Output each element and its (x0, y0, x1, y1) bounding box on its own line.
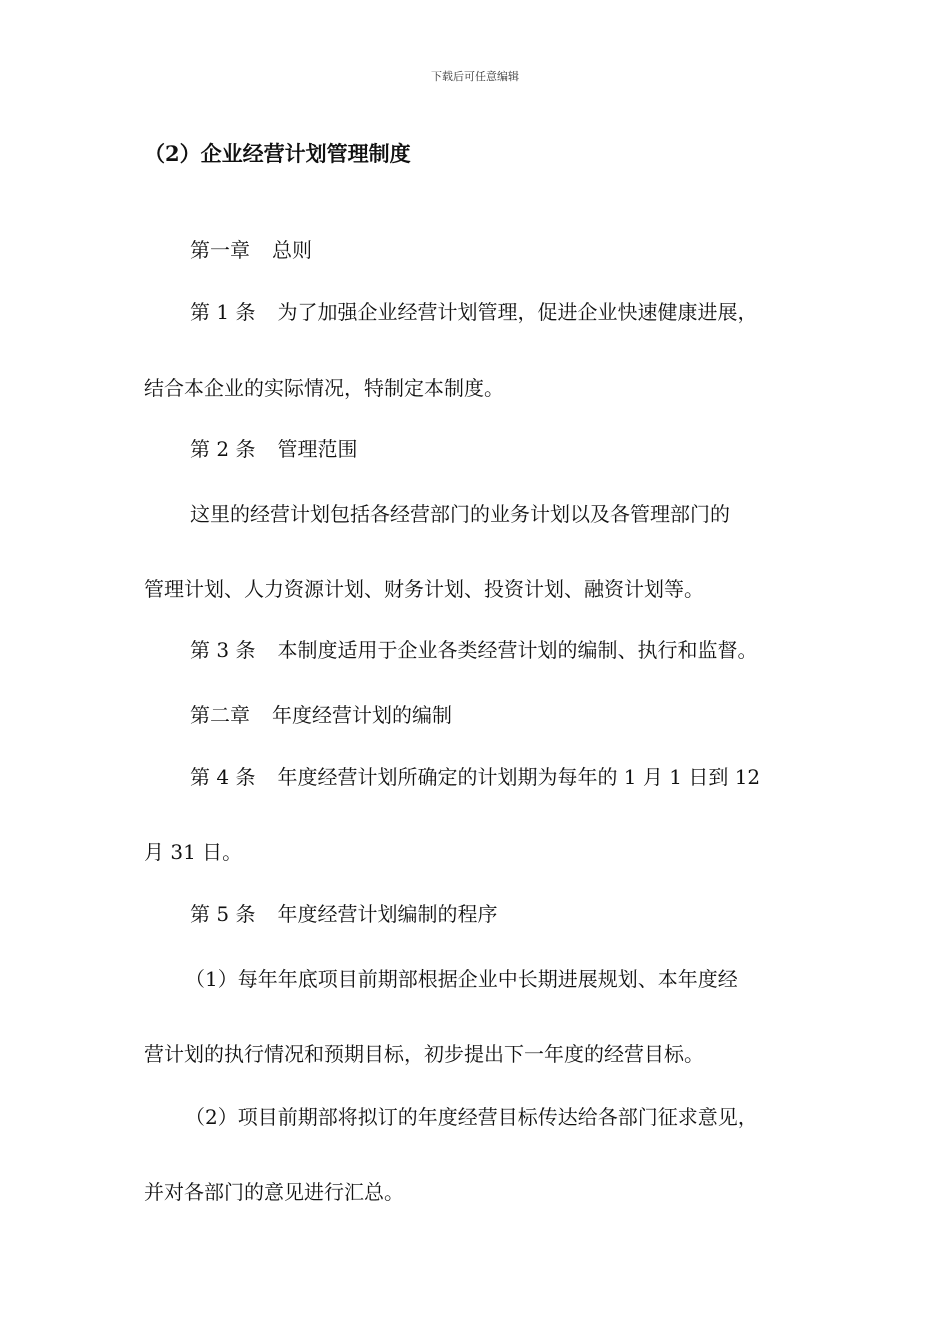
article-1-line-1 (190, 300, 757, 324)
article-5-label: 第 5 条 (190, 902, 256, 926)
article-5-title: 年度经营计划编制的程序 (277, 902, 498, 926)
article-4-line-2: 月 31 日。 (144, 840, 243, 864)
article-5-item-1-line-1: （1）每年年底项目前期部根据企业中长期进展规划、本年度经 (185, 967, 738, 991)
article-2-title: 管理范围 (277, 437, 358, 461)
chapter-1-label: 第一章 (190, 238, 250, 262)
article-2-label: 第 2 条 (190, 437, 256, 461)
article-4-line-1 (190, 765, 760, 789)
chapter-1-heading (190, 238, 312, 262)
chapter-1-title: 总则 (272, 238, 312, 262)
header-note: 下载后可任意编辑 (431, 70, 519, 83)
article-3-text: 本制度适用于企业各类经营计划的编制、执行和监督。 (277, 638, 758, 662)
article-1-text-line-1: 为了加强企业经营计划管理，促进企业快速健康进展， (277, 300, 758, 324)
article-3 (190, 638, 757, 662)
article-1-label: 第 1 条 (190, 300, 256, 324)
article-2-para-line-2: 管理计划、人力资源计划、财务计划、投资计划、融资计划等。 (144, 577, 704, 601)
article-3-label: 第 3 条 (190, 638, 256, 662)
article-2-heading (190, 437, 357, 461)
article-2-para-line-1: 这里的经营计划包括各经营部门的业务计划以及各管理部门的 (190, 502, 730, 526)
article-5-item-2-line-1: （2）项目前期部将拟订的年度经营目标传达给各部门征求意见， (185, 1105, 758, 1129)
article-5-item-1-line-2: 营计划的执行情况和预期目标，初步提出下一年度的经营目标。 (144, 1042, 704, 1066)
chapter-2-label: 第二章 (190, 703, 250, 727)
article-4-label: 第 4 条 (190, 765, 256, 789)
article-1-line-2: 结合本企业的实际情况，特制定本制度。 (144, 376, 504, 400)
chapter-2-heading (190, 703, 452, 727)
document-title: （2）企业经营计划管理制度 (144, 141, 411, 166)
article-4-text-line-1: 年度经营计划所确定的计划期为每年的 1 月 1 日到 12 (277, 765, 761, 789)
article-5-item-2-line-2: 并对各部门的意见进行汇总。 (144, 1180, 404, 1204)
chapter-2-title: 年度经营计划的编制 (272, 703, 452, 727)
article-5-heading (190, 902, 497, 926)
